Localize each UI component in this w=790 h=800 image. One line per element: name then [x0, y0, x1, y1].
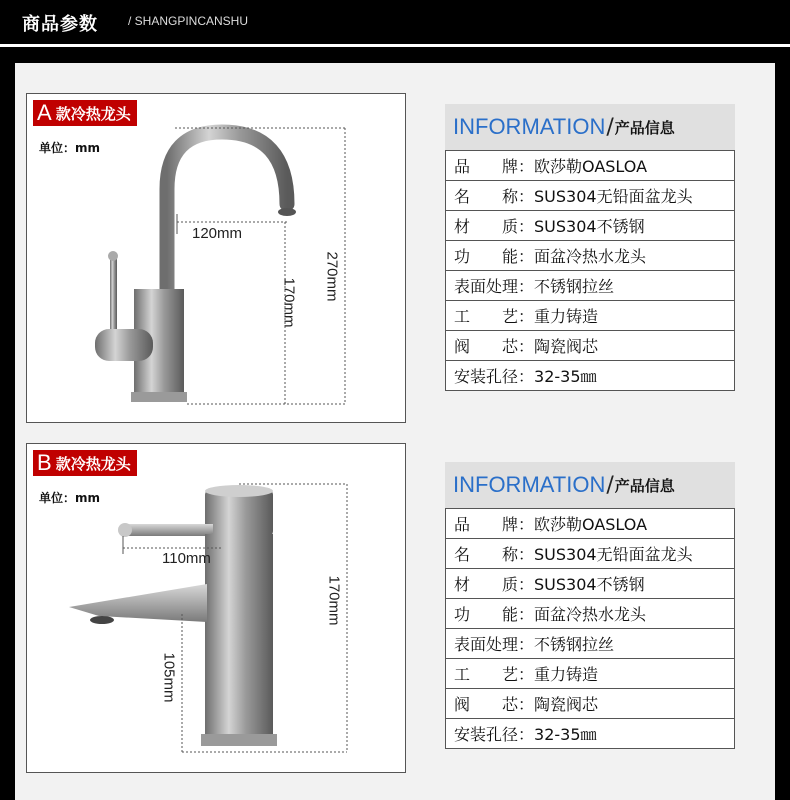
product-a-info-table — [445, 150, 735, 391]
row-value: 面盆冷热水龙头 — [534, 605, 647, 624]
row-key: 名 称： — [454, 187, 535, 206]
header-bar — [0, 0, 790, 46]
info-title-cn: 产品信息 — [614, 118, 675, 137]
product-b-spout-height-dim: 105mm — [160, 652, 178, 703]
header-title: 商品参数 — [22, 14, 98, 35]
product-a-total-height-dim: 270mm — [323, 251, 341, 302]
row-key: 品 牌： — [454, 157, 535, 176]
product-b-total-height-dim: 170mm — [325, 575, 343, 626]
row-value: SUS304不锈钢 — [534, 575, 645, 594]
product-b-info-header — [445, 462, 735, 508]
product-a-name: 款冷热龙头 — [55, 104, 131, 123]
row-value: SUS304无铅面盆龙头 — [534, 187, 693, 206]
header-subtitle: / SHANGPINCANSHU — [128, 14, 249, 28]
row-key: 材 质： — [454, 217, 535, 236]
product-b-width-dim: 110mm — [162, 550, 211, 567]
product-a-info-header — [445, 104, 735, 150]
product-b-unit: 单位：mm — [39, 491, 101, 505]
row-key: 工 艺： — [454, 307, 535, 326]
product-b-info — [445, 462, 735, 749]
product-a-image-box — [26, 93, 406, 423]
info-title-cn: 产品信息 — [614, 476, 675, 495]
row-value: 不锈钢拉丝 — [534, 277, 615, 296]
row-key: 阀 芯： — [454, 695, 535, 714]
row-key: 安装孔径： — [454, 725, 535, 744]
table-row — [446, 569, 735, 599]
row-value: 陶瓷阀芯 — [534, 695, 599, 714]
table-row — [446, 211, 735, 241]
product-a-info — [445, 104, 735, 391]
row-key: 材 质： — [454, 575, 535, 594]
row-value: 32-35㎜ — [534, 725, 597, 744]
table-row — [446, 689, 735, 719]
product-a-spout-height-dim: 170mm — [280, 277, 298, 328]
info-title-slash: / — [606, 114, 614, 140]
table-row — [446, 331, 735, 361]
row-key: 功 能： — [454, 605, 535, 624]
row-value: 欧莎勒OASLOA — [534, 157, 648, 176]
row-key: 工 艺： — [454, 665, 535, 684]
row-value: 陶瓷阀芯 — [534, 337, 599, 356]
table-row — [446, 241, 735, 271]
row-value: 不锈钢拉丝 — [534, 635, 615, 654]
product-a-letter: A — [37, 100, 52, 125]
table-row — [446, 599, 735, 629]
product-b-name: 款冷热龙头 — [55, 454, 131, 473]
row-key: 名 称： — [454, 545, 535, 564]
row-key: 表面处理： — [454, 277, 535, 296]
product-b-image-box — [26, 443, 406, 773]
table-row — [446, 539, 735, 569]
table-row — [446, 629, 735, 659]
row-value: 欧莎勒OASLOA — [534, 515, 648, 534]
faucet-a-drawing — [27, 94, 405, 422]
faucet-b-drawing — [27, 444, 405, 772]
row-key: 表面处理： — [454, 635, 535, 654]
row-key: 阀 芯： — [454, 337, 535, 356]
row-key: 品 牌： — [454, 515, 535, 534]
row-key: 功 能： — [454, 247, 535, 266]
info-title-slash: / — [606, 472, 614, 498]
table-row — [446, 719, 735, 749]
row-value: 面盆冷热水龙头 — [534, 247, 647, 266]
info-title-en: INFORMATION — [453, 114, 606, 139]
header-divider — [0, 44, 790, 47]
table-row — [446, 301, 735, 331]
info-title-en: INFORMATION — [453, 472, 606, 497]
table-row — [446, 509, 735, 539]
product-b-info-table — [445, 508, 735, 749]
table-row — [446, 151, 735, 181]
table-row — [446, 271, 735, 301]
row-value: 重力铸造 — [534, 665, 599, 684]
product-a-unit: 单位：mm — [39, 141, 101, 155]
row-value: SUS304不锈钢 — [534, 217, 645, 236]
table-row — [446, 659, 735, 689]
row-key: 安装孔径： — [454, 367, 535, 386]
product-b-letter: B — [37, 450, 52, 475]
table-row — [446, 361, 735, 391]
product-a-width-dim: 120mm — [192, 225, 243, 242]
row-value: SUS304无铅面盆龙头 — [534, 545, 693, 564]
row-value: 重力铸造 — [534, 307, 599, 326]
table-row — [446, 181, 735, 211]
row-value: 32-35㎜ — [534, 367, 597, 386]
